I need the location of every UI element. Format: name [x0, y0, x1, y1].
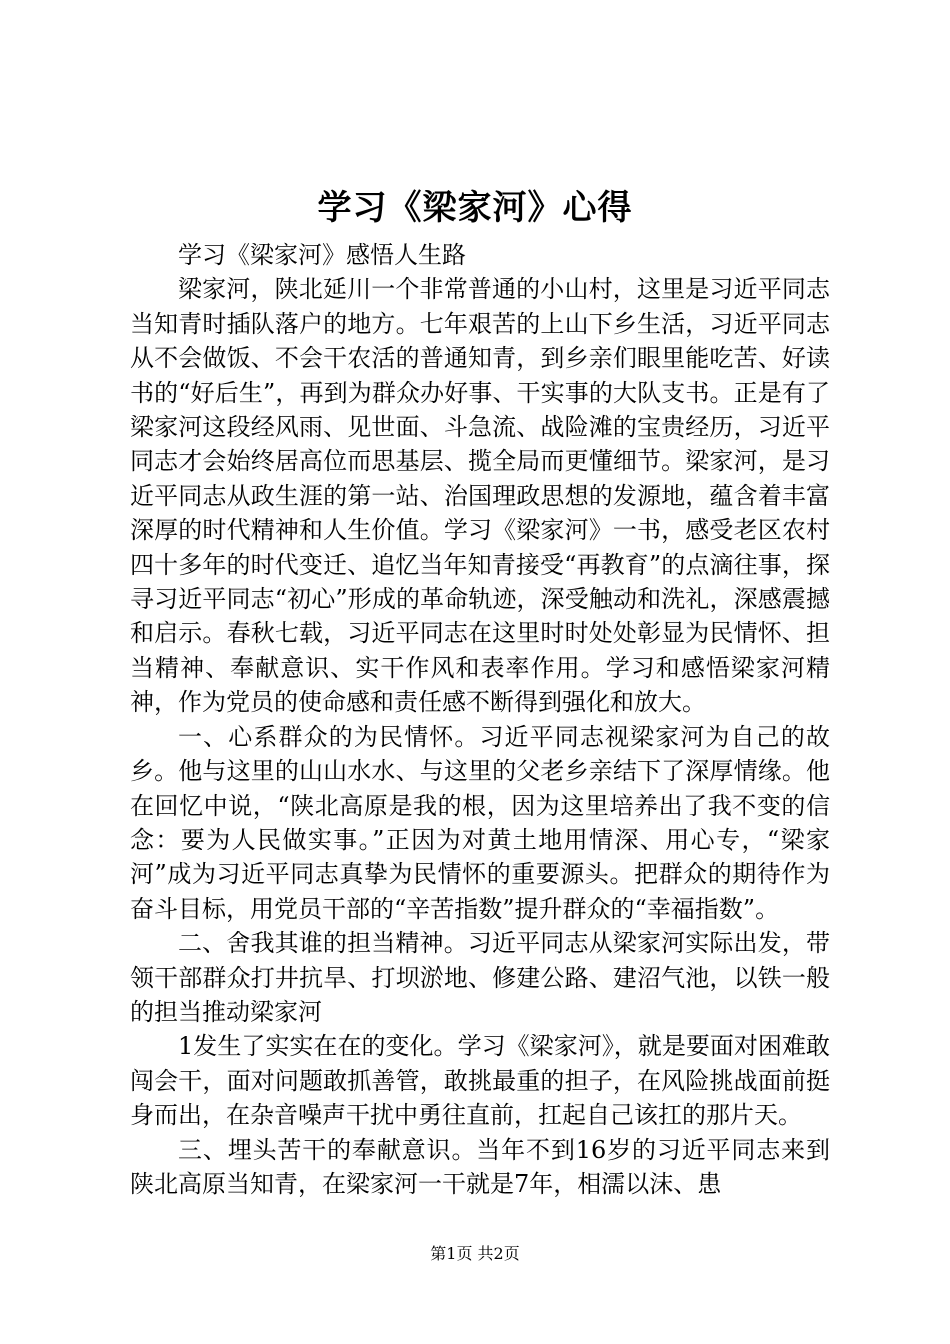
paragraph-section-3: 三、埋头苦干的奉献意识。当年不到16岁的习近平同志来到陕北高原当知青，在梁家河一干就是7年，相濡以沫、患 [130, 1135, 830, 1198]
paragraph-intro: 梁家河，陕北延川一个非常普通的小山村，这里是习近平同志当知青时插队落户的地方。七年艰苦的上山下乡生活，习近平同志从不会做饭、不会干农活的普通知青，到乡亲们眼里能吃苦、好读书的“好后生”，再到为群众办好事、干实事的大队支书。正是有了梁家河这段经风雨、见世面、斗急流、战险滩的宝贵经历，习近平同志才会始终居高位而思基层、揽全局而更懂细节。梁家河，是习近平同志从政生涯的第一站、治国理政思想的发源地，蕴含着丰富深厚的时代精神和人生价值。学习《梁家河》一书，感受老区农村四十多年的时代变迁、追忆当年知青接受“再教育”的点滴往事，探寻习近平同志“初心”形成的革命轨迹，深受触动和洗礼，深感震撼和启示。春秋七载，习近平同志在这里时时处处彰显为民情怀、担当精神、奉献意识、实干作风和表率作用。学习和感悟梁家河精神，作为党员的使命感和责任感不断得到强化和放大。 [130, 275, 830, 717]
document-body [130, 238, 830, 1201]
paragraph-section-2-continued: 1发生了实实在在的变化。学习《梁家河》，就是要面对困难敢闯会干，面对问题敢抓善管，敢挑最重的担子，在风险挑战面前挺身而出，在杂音噪声干扰中勇往直前，扛起自己该扛的那片天。 [130, 1032, 830, 1130]
page-footer: 第1页 共2页 [430, 1244, 520, 1263]
document-title: 学习《梁家河》心得 [317, 188, 633, 228]
paragraph-section-2: 二、舍我其谁的担当精神。习近平同志从梁家河实际出发，带领干部群众打井抗旱、打坝淤地、修建公路、建沼气池，以铁一般的担当推动梁家河 [130, 929, 830, 1026]
paragraph-section-1: 一、心系群众的为民情怀。习近平同志视梁家河为自己的故乡。他与这里的山山水水、与这里的父老乡亲结下了深厚情缘。他在回忆中说，“陕北高原是我的根，因为这里培养出了我不变的信念：要为人民做实事。”正因为对黄土地用情深、用心专，“梁家河”成为习近平同志真挚为民情怀的重要源头。把群众的期待作为奋斗目标，用党员干部的“辛苦指数”提升群众的“幸福指数”。 [130, 722, 830, 923]
paragraph-subtitle: 学习《梁家河》感悟人生路 [178, 241, 466, 269]
